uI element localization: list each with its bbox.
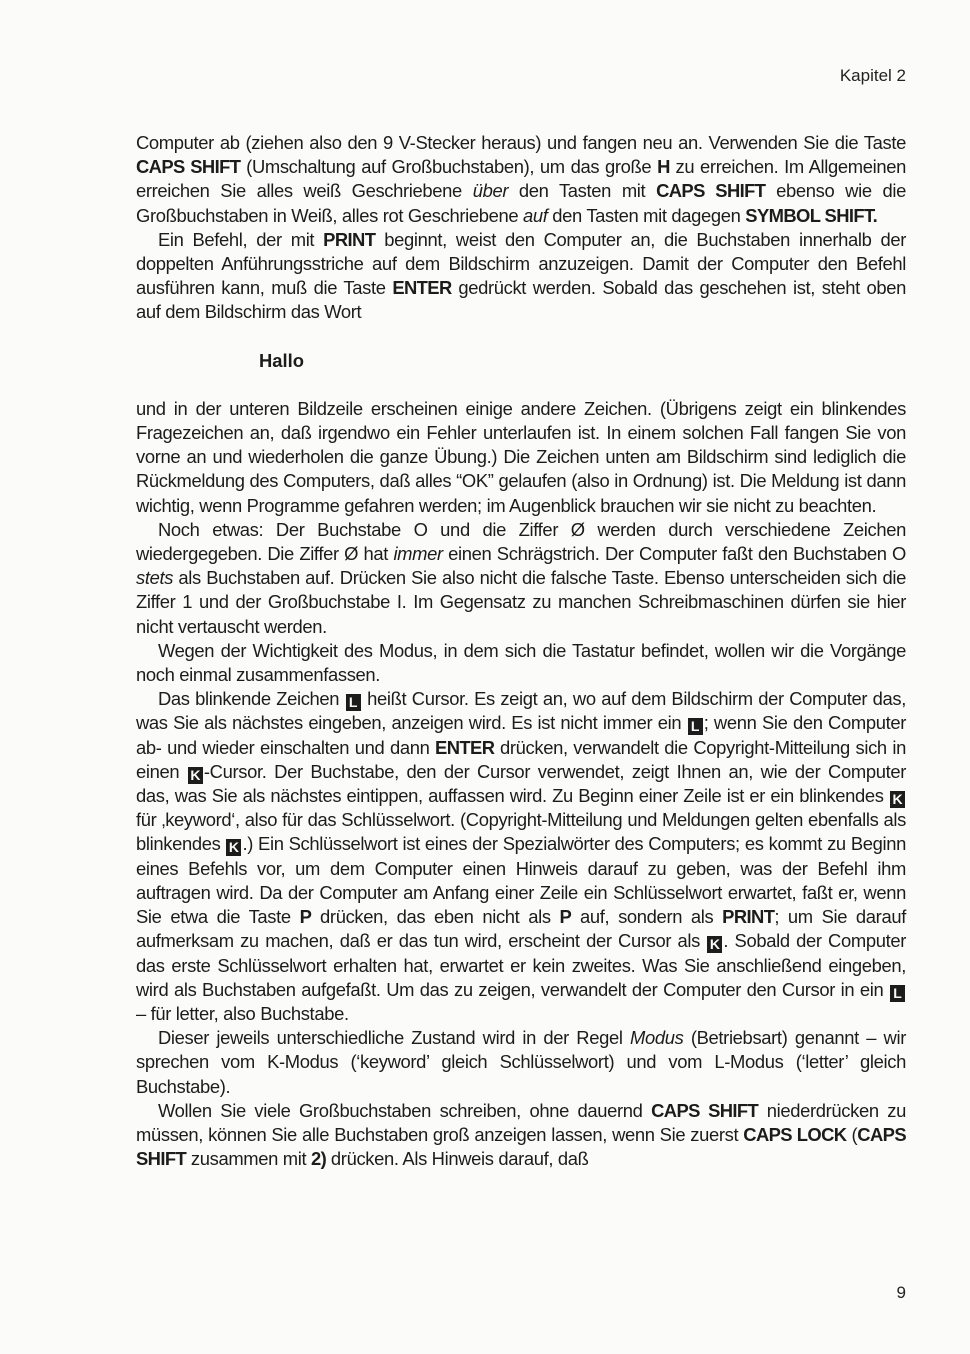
screen-output-hallo: Hallo bbox=[259, 349, 304, 371]
paragraph-7: Dieser jeweils unterschiedliche Zustand wird in der Regel Modus (Betriebsart) genannt – wir sprechen vom K-Modus (‘keyword’ gleich Schlüsselwort) und vom L-Modus (‘letter’ gleich Buchstabe). bbox=[136, 1027, 906, 1097]
paragraph-1: Computer ab (ziehen also den 9 V-Stecker heraus) und fangen neu an. Verwenden Sie die Taste CAPS SHIFT (Umschaltung auf Großbuchstaben), um das große H zu erreichen. Im Allgemeinen erreichen Sie alles weiß Geschriebene über den Tasten mit CAPS SHIFT ebenso wie die Großbuchstaben in Weiß, alles rot Geschriebene auf den Tasten mit dagegen SYMBOL SHIFT. bbox=[136, 132, 906, 226]
chapter-header: Kapitel 2 bbox=[839, 66, 906, 85]
cursor-k-icon: K bbox=[707, 936, 722, 953]
paragraph-8: Wollen Sie viele Großbuchstaben schreiben, ohne dauernd CAPS SHIFT niederdrücken zu müssen, können Sie alle Buchstaben groß anzeigen lassen, wenn Sie zuerst CAPS LOCK (CAPS SHIFT zusammen mit 2) drücken. Als Hinweis darauf, daß bbox=[136, 1099, 906, 1170]
cursor-l-icon: L bbox=[890, 985, 905, 1002]
paragraph-2: Ein Befehl, der mit PRINT beginnt, weist den Computer an, die Buchstaben innerhalb der doppelten Anführungsstriche auf dem Bildschirm anzuzeigen. Damit der Computer den Befehl ausführen kann, muß die Taste ENTER gedrückt werden. Sobald das geschehen ist, steht oben auf dem Bildschirm das Wort bbox=[136, 228, 907, 323]
paragraph-4: Noch etwas: Der Buchstabe O und die Ziffer Ø werden durch verschiedene Zeichen wiedergegeben. Die Ziffer Ø hat immer einen Schrägstrich. Der Computer faßt den Buchstaben O stets als Buchstaben auf. Drücken Sie also nicht die falsche Taste. Ebenso unterscheiden sich die Ziffer 1 und der Großbuchstabe I. Im Gegensatz zu manchen Schreibmaschinen dürfen sie hier nicht vertauscht werden. bbox=[136, 518, 906, 637]
cursor-k-icon: K bbox=[188, 767, 203, 784]
cursor-k-icon: K bbox=[890, 791, 905, 808]
paragraph-6: Das blinkende Zeichen L heißt Cursor. Es zeigt an, wo auf dem Bildschirm der Computer das, was Sie als nächstes eingeben, anzeigen wird. Es ist nicht immer ein L ; wenn Sie den Computer ab- und wieder einschalten und dann ENTER drücken, verwandelt die Copyright-Mitteilung sich in einen K -Cursor. Der Buchstabe, den der Cursor verwendet, zeigt Ihnen an, wie der Computer das, was Sie als nächstes eintippen, auffassen wird. Zu Beginn einer Zeile ist er ein blinkendes K für ‚keyword‘, also für das Schlüsselwort. (Copyright-Mitteilung und Meldungen gelten ebenfalls als blinkendes K .) Ein Schlüsselwort ist eines der Spezialwörter des Computers; es kommt zu Beginn eines Befehls vor, um dem Computer einen Hinweis darauf zu geben, was der Befehl ihm auftragen wird. Da der Computer am Anfang einer Zeile ein Schlüsselwort erwartet, faßt er, wenn Sie etwa die Taste P drücken, das eben nicht als P auf, sondern als PRINT; um Sie darauf aufmerksam zu machen, daß er das tun wird, erscheint der Cursor als K . Sobald der Computer das erste Schlüsselwort erhalten hat, erwartet er kein zweites. Was Sie anschließend eingeben, wird als Buchstaben aufgefaßt. Um das zu zeigen, verwandelt der Computer den Cursor in ein L – für letter, also Buchstabe. bbox=[136, 688, 907, 1024]
page-body bbox=[136, 131, 906, 1171]
cursor-l-icon: L bbox=[346, 694, 361, 711]
paragraph-5: Wegen der Wichtigkeit des Modus, in dem sich die Tastatur befindet, wollen wir die Vorgänge noch einmal zusammenfassen. bbox=[136, 639, 906, 686]
page-number: 9 bbox=[896, 1283, 906, 1302]
cursor-l-icon: L bbox=[688, 718, 703, 735]
cursor-k-icon: K bbox=[226, 839, 241, 856]
paragraph-3: und in der unteren Bildzeile erscheinen einige andere Zeichen. (Übrigens zeigt ein blinkendes Fragezeichen an, daß irgendwo ein Fehler unterlaufen ist. In einem solchen Fall fangen Sie von vorne an und wiederholen die ganze Übung.) Die Zeichen unten am Bildschirm sind lediglich die Rückmeldung des Computers, daß alles “OK” gelaufen (also in Ordnung) ist. Die Meldung ist dann wichtig, wenn Programme gefahren werden; im Augenblick brauchen wir sie nicht zu beachten. bbox=[136, 397, 906, 516]
